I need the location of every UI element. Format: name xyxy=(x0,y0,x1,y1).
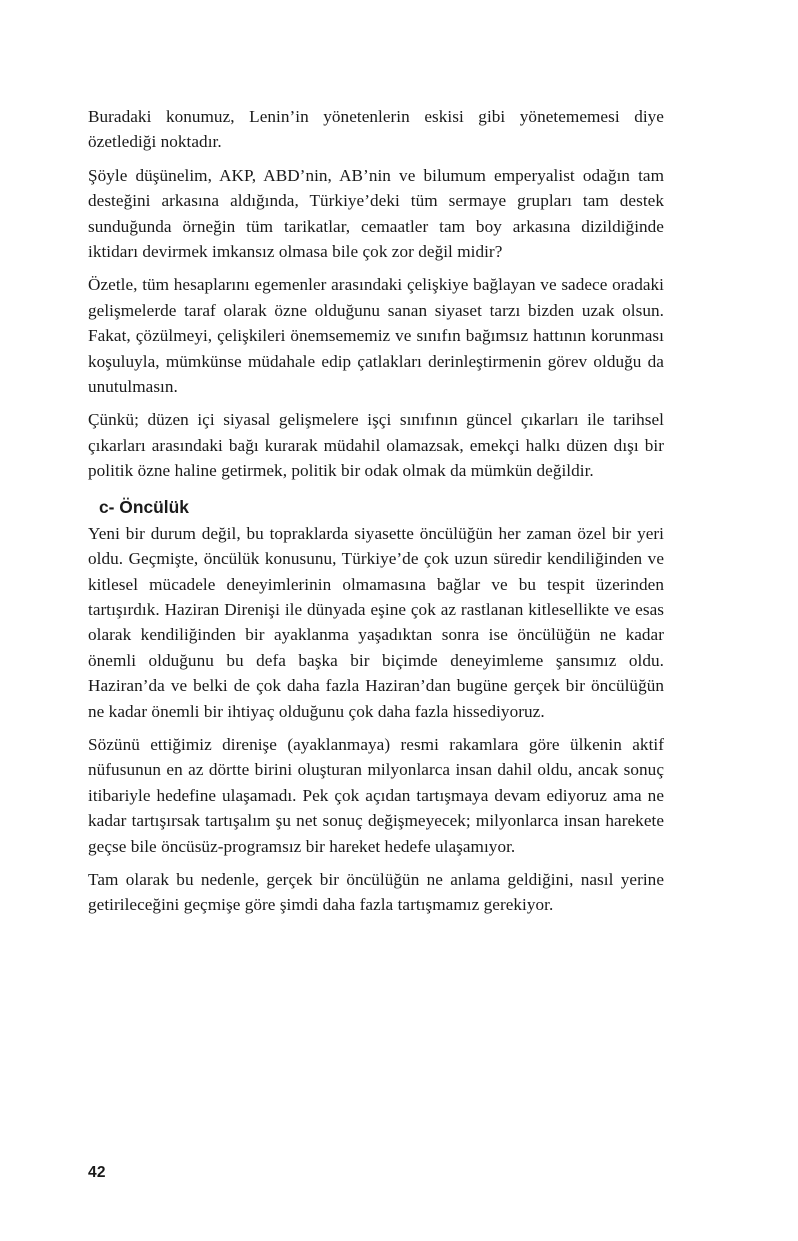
body-paragraph: Yeni bir durum değil, bu topraklarda siyasette öncülüğün her zaman özel bir yeri oldu. Geçmişte, öncülük konusunu, Türkiye’de çok uzun süredir kendiliğinden ve kitlesel mücadele deneyimlerinin olmamasına bağlar ve bu tespit üzerinden tartışırdık. Haziran Direnişi ile dünyada eşine çok az rastlanan kitlesellikte ve esas olarak kendiliğinden bir ayaklanma yaşadıktan sonra ise öncülüğün ne kadar önemli olduğunu bu defa başka bir biçimde deneyimleme şansımız oldu. Haziran’da ve belki de çok daha fazla Haziran’dan bugüne gerçek bir öncülüğün ne kadar önemli bir ihtiyaç olduğunu çok daha fazla hissediyoruz. xyxy=(88,523,664,721)
body-paragraph: Tam olarak bu nedenle, gerçek bir öncülüğün ne anlama geldiğini, nasıl yerine getirileceğini geçmişe göre şimdi daha fazla tartışmamız gerekiyor. xyxy=(88,869,664,915)
page-number: 42 xyxy=(88,1164,106,1181)
text-column xyxy=(88,104,664,926)
body-paragraph: Şöyle düşünelim, AKP, ABD’nin, AB’nin ve bilumum emperyalist odağın tam desteğini arkasına aldığında, Türkiye’deki tüm sermaye grupları tam destek sunduğunda örneğin tüm tarikatlar, cemaatler tam boy arkasına dizildiğinde iktidarı devirmek imkansız olmasa bile çok zor değil midir? xyxy=(88,165,664,262)
body-paragraph: Çünkü; düzen içi siyasal gelişmelere işçi sınıfının güncel çıkarları ile tarihsel çıkarları arasındaki bağı kurarak müdahil olamazsak, emekçi halkı düzen dışı bir politik özne haline getirmek, politik bir odak olmak da mümkün değildir. xyxy=(88,410,664,481)
body-paragraph: Özetle, tüm hesaplarını egemenler arasındaki çelişkiye bağlayan ve sadece oradaki gelişmelerde taraf olarak özne olduğunu sanan siyaset tarzı bizden uzak olsun. Fakat, çözülmeyi, çelişkileri önemsememiz ve sınıfın bağımsız hattının korunması koşuluyla, mümkünse müdahale edip çatlakları derinleştirmenin görev olduğu da unutulmasın. xyxy=(88,275,664,397)
section-heading: c- Öncülük xyxy=(99,496,189,517)
body-paragraph: Sözünü ettiğimiz direnişe (ayaklanmaya) resmi rakamlara göre ülkenin aktif nüfusunun en az dörtte birini oluşturan milyonlarca insan dahil oldu, ancak sonuç itibariyle hedefine ulaşamadı. Pek çok açıdan tartışmaya devam ediyoruz ama ne kadar tartışırsak tartışalım şu net sonuç değişmeyecek; milyonlarca insan harekete geçse bile öncüsüz-programsız bir hareket hedefe ulaşamıyor. xyxy=(88,734,664,856)
body-paragraph: Buradaki konumuz, Lenin’in yönetenlerin eskisi gibi yönetememesi diye özetlediği noktadır. xyxy=(88,107,664,152)
